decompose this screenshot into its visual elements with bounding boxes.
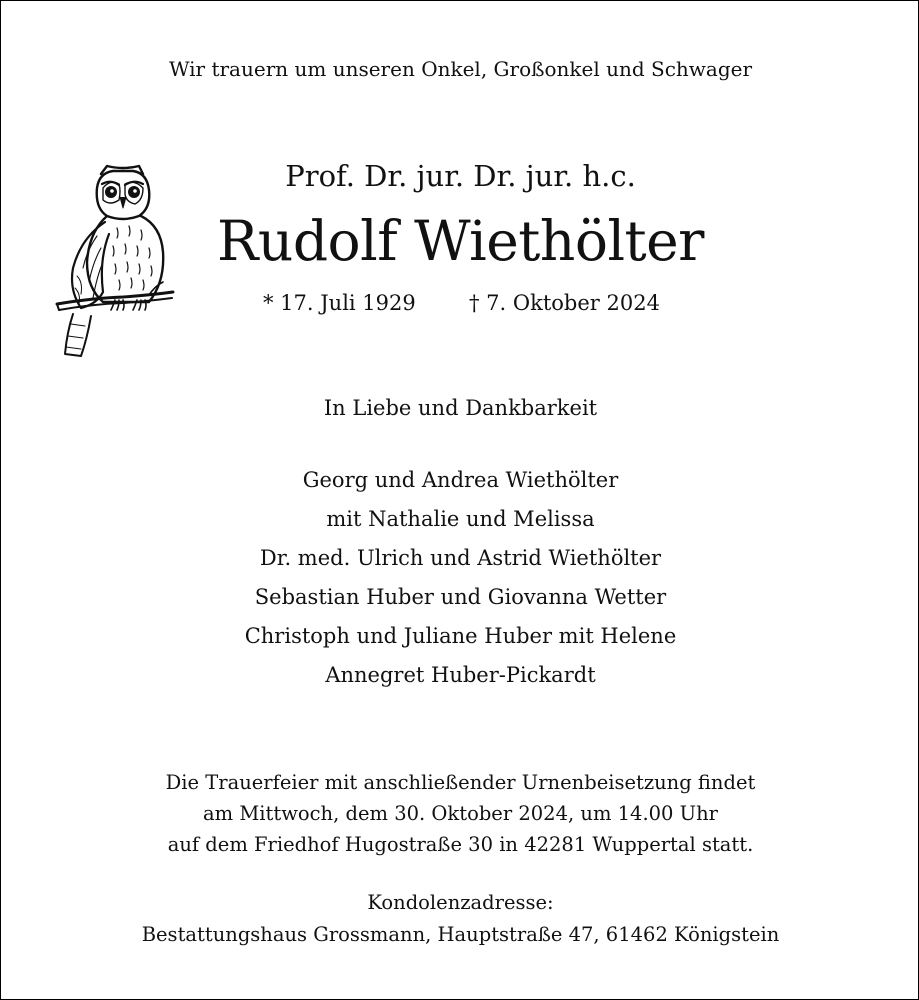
- academic-title: Prof. Dr. jur. Dr. jur. h.c.: [285, 159, 636, 193]
- condolence-label: Kondolenzadresse:: [367, 891, 554, 914]
- mourner-line: Georg und Andrea Wiethölter: [302, 468, 619, 492]
- mourner-line: Sebastian Huber und Giovanna Wetter: [254, 585, 667, 609]
- mourner-line: Annegret Huber-Pickardt: [325, 663, 596, 687]
- intro-text: Wir trauern um unseren Onkel, Großonkel und Schwager: [168, 57, 753, 81]
- service-line: Die Trauerfeier mit anschließender Urnenbeisetzung findet: [165, 771, 756, 794]
- birth-date: * 17. Juli 1929: [263, 291, 416, 315]
- service-line: auf dem Friedhof Hugostraße 30 in 42281 Wuppertal statt.: [167, 833, 754, 856]
- mourner-line: Dr. med. Ulrich und Astrid Wiethölter: [259, 546, 662, 570]
- death-date: † 7. Oktober 2024: [469, 291, 660, 315]
- mourners-list: [1, 461, 919, 695]
- funeral-service-info: [1, 767, 919, 860]
- condolence-address-block: [1, 887, 919, 951]
- dedication-text: In Liebe und Dankbarkeit: [323, 396, 598, 420]
- condolence-address: Bestattungshaus Grossmann, Hauptstraße 47, 61462 Königstein: [141, 923, 780, 946]
- mourner-line: Christoph und Juliane Huber mit Helene: [244, 624, 677, 648]
- service-line: am Mittwoch, dem 30. Oktober 2024, um 14.00 Uhr: [203, 802, 718, 825]
- deceased-name: Rudolf Wiethölter: [217, 209, 704, 273]
- mourner-line: mit Nathalie und Melissa: [326, 507, 595, 531]
